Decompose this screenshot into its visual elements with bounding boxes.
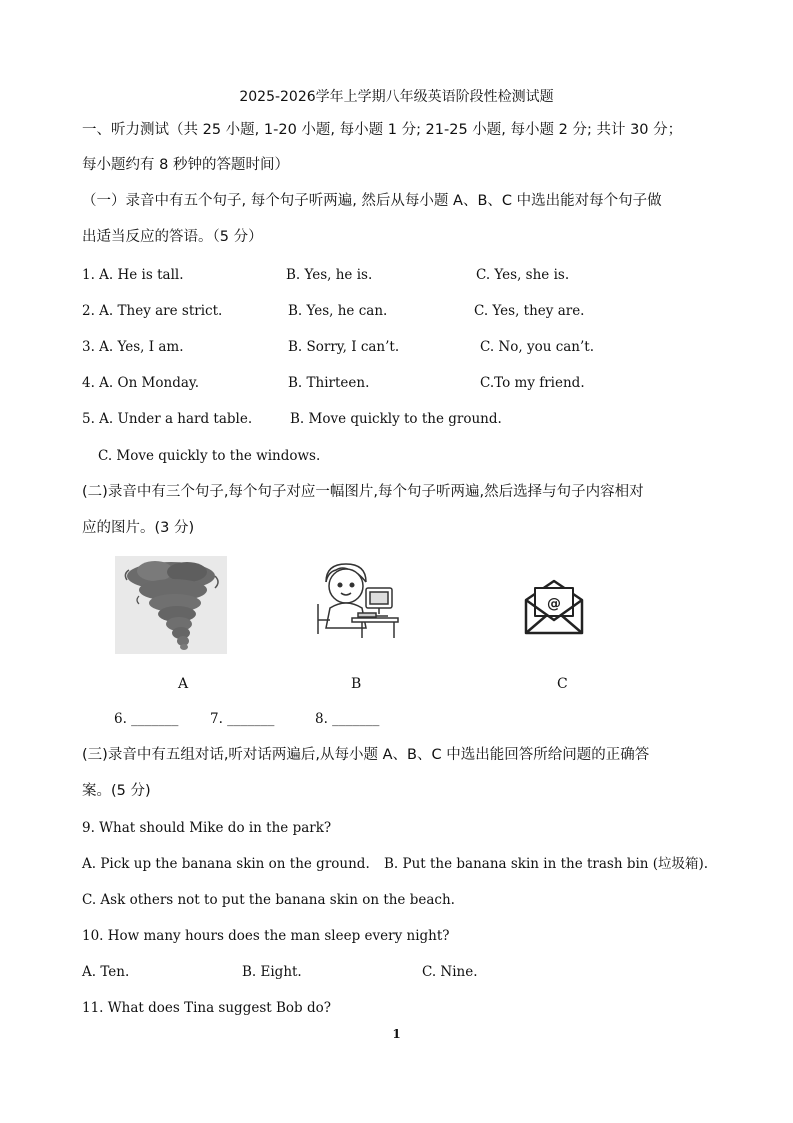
part2-instruction-line1: (二)录音中有三个句子,每个句子对应一幅图片,每个句子听两遍,然后选择与句子内容相对	[82, 484, 644, 500]
q10-option-b: B. Eight.	[242, 964, 302, 980]
q5-option-a: 5. A. Under a hard table.	[82, 411, 253, 427]
part3-instruction-line2: 案。(5 分)	[82, 783, 151, 799]
q11-question: 11. What does Tina suggest Bob do?	[82, 1000, 331, 1016]
q10-option-a: A. Ten.	[82, 964, 130, 980]
q9-question: 9. What should Mike do in the park?	[82, 820, 332, 836]
email-envelope-icon	[523, 578, 585, 636]
q9-option-b: B. Put the banana skin in the trash bin (垃圾箱).	[384, 856, 709, 872]
tornado-icon	[115, 556, 227, 654]
answer-blank-6[interactable]: 6. _______	[114, 711, 179, 727]
q4-option-a: 4. A. On Monday.	[82, 375, 200, 391]
q5-option-b: B. Move quickly to the ground.	[290, 411, 502, 427]
picture-label-a: A	[178, 676, 189, 692]
q1-option-b: B. Yes, he is.	[286, 267, 373, 283]
section1-heading-line2: 每小题约有 8 秒钟的答题时间）	[82, 157, 289, 173]
section1-heading-line1: 一、听力测试（共 25 小题, 1-20 小题, 每小题 1 分; 21-25 小题, 每小题 2 分; 共计 30 分；	[82, 122, 683, 138]
part2-instruction-line2: 应的图片。(3 分)	[82, 520, 195, 536]
q5-option-c: C. Move quickly to the windows.	[98, 448, 321, 464]
page-number: 1	[392, 1027, 401, 1041]
q1-option-a: 1. A. He is tall.	[82, 267, 184, 283]
svg-text:@: @	[547, 596, 561, 612]
boy-at-computer-icon	[312, 560, 404, 640]
q2-option-c: C. Yes, they are.	[474, 303, 585, 319]
q2-option-b: B. Yes, he can.	[288, 303, 388, 319]
part3-instruction-line1: (三)录音中有五组对话,听对话两遍后,从每小题 A、B、C 中选出能回答所给问题的正确答	[82, 747, 650, 763]
q4-option-b: B. Thirteen.	[288, 375, 370, 391]
q9-option-c: C. Ask others not to put the banana skin on the beach.	[82, 892, 455, 908]
picture-label-b: B	[351, 676, 362, 692]
exam-title: 2025-2026学年上学期八年级英语阶段性检测试题	[239, 89, 554, 105]
part1-instruction-line1: （一）录音中有五个句子, 每个句子听两遍, 然后从每小题 A、B、C 中选出能对每个句子做	[82, 193, 662, 209]
q10-question: 10. How many hours does the man sleep every night?	[82, 928, 450, 944]
q3-option-a: 3. A. Yes, I am.	[82, 339, 184, 355]
answer-blank-8[interactable]: 8. _______	[315, 711, 380, 727]
q2-option-a: 2. A. They are strict.	[82, 303, 223, 319]
q4-option-c: C.To my friend.	[480, 375, 585, 391]
q10-option-c: C. Nine.	[422, 964, 478, 980]
q3-option-c: C. No, you can’t.	[480, 339, 595, 355]
picture-label-c: C	[557, 676, 568, 692]
answer-blank-7[interactable]: 7. _______	[210, 711, 275, 727]
q9-option-a: A. Pick up the banana skin on the ground.	[82, 856, 370, 872]
q1-option-c: C. Yes, she is.	[476, 267, 570, 283]
part1-instruction-line2: 出适当反应的答语。（5 分）	[82, 229, 263, 245]
q3-option-b: B. Sorry, I can’t.	[288, 339, 400, 355]
